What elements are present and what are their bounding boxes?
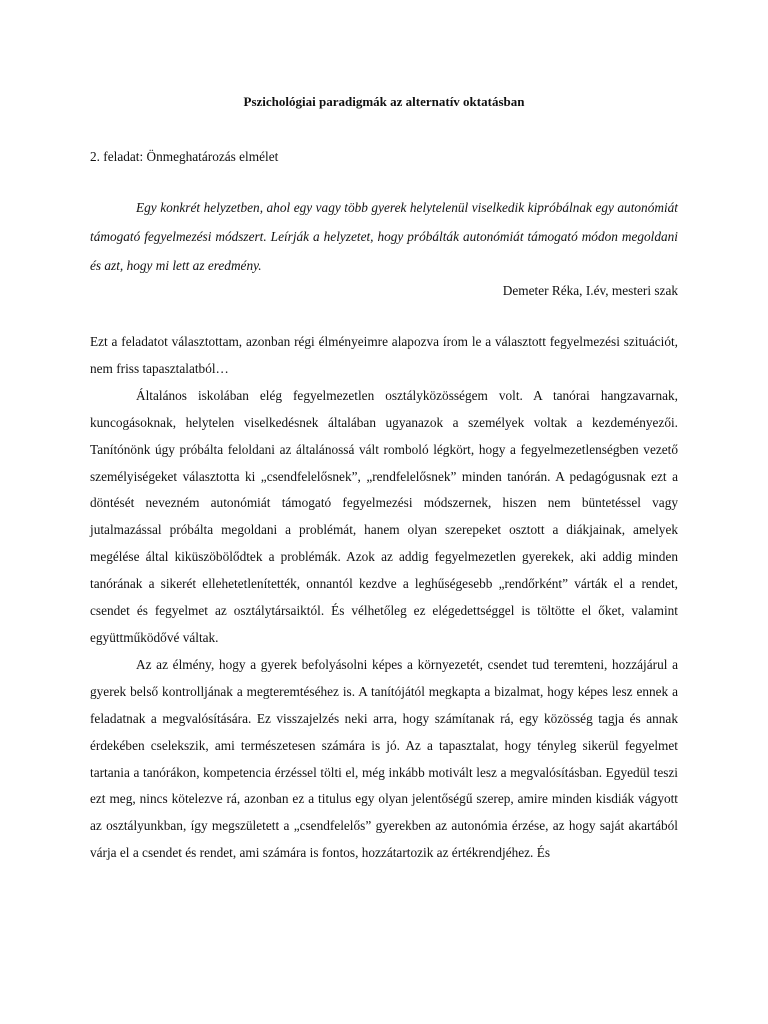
paragraph: Általános iskolában elég fegyelmezetlen osztályközösségem volt. A tanórai hangzavarnak, kuncogásoknak, helytelen viselkedésnek általában ugyanazok a személyek voltak a kezdeményezői. Tanítónönk úgy próbálta feloldani az általánossá vált romboló légkört, hogy a fegyelmezetlenségben vezető személyiségeket választotta ki „csendfelelősnek”, „rendfelelősnek” minden tanórán. A pedagógusnak ezt a döntését nevezném autonómiát támogató fegyelmezési módszernek, hiszen nem büntetéssel vagy jutalmazással próbálta megoldani a problémát, hanem olyan szerepeket osztott a diákjainak, amelyek megélése által kiküszöbölődtek a problémák. Azok az addig fegyelmezetlen gyerekek, aki addig minden tanórának a sikerét ellehetetlenítették, onnantól kezdve a leghűségesebb „rendőrként” várták el a rendet, csendet és fegyelmet az osztálytársaiktól. És vélhetőleg ez elégedettséggel is töltötte el őket, valamint együttműködővé váltak. <box>90 387 678 645</box>
author-line: Demeter Réka, I.év, mesteri szak <box>502 283 678 298</box>
task-prompt: Egy konkrét helyzetben, ahol egy vagy több gyerek helytelenül viselkedik kipróbálnak egy autonómiát támogató fegyelmezési módszert. Leírják a helyzetet, hogy próbálták autonómiát támogató módon megoldani és azt, hogy mi lett az eredmény. <box>90 200 678 273</box>
task-label: 2. feladat: Önmeghatározás elmélet <box>90 149 279 164</box>
paragraph: Az az élmény, hogy a gyerek befolyásolni képes a környezetét, csendet tud teremteni, hozzájárul a gyerek belső kontrolljának a megteremtéséhez is. A tanítójától megkapta a bizalmat, hogy képes lesz ennek a feladatnak a megvalósítására. Ez visszajelzés neki arra, hogy számítanak rá, egy közösség tagja és annak érdekében cselekszik, ami természetesen számára is jó. Az a tapasztalat, hogy tényleg sikerül fegyelmet tartania a tanórákon, kompetencia érzéssel tölti el, még inkább motivált lesz a megvalósításban. Egyedül teszi ezt meg, nincs kötelezve rá, azonban ez a titulus egy olyan jelentőségű szerep, amire minden kisdiák vágyott az osztályunkban, így megszületett a „csendfelelős” gyerekben az autonómia érzése, az hogy saját akartából várja el a csendet és rendet, ami számára is fontos, hozzátartozik az értékrendjéhez. És <box>90 656 678 861</box>
document-title: Pszichológiai paradigmák az alternatív oktatásban <box>243 94 525 109</box>
document-content <box>90 93 678 867</box>
paragraph: Ezt a feladatot választottam, azonban régi élményeimre alapozva írom le a választott fegyelmezési szituációt, nem friss tapasztalatból… <box>90 334 678 376</box>
essay-body <box>90 329 678 867</box>
